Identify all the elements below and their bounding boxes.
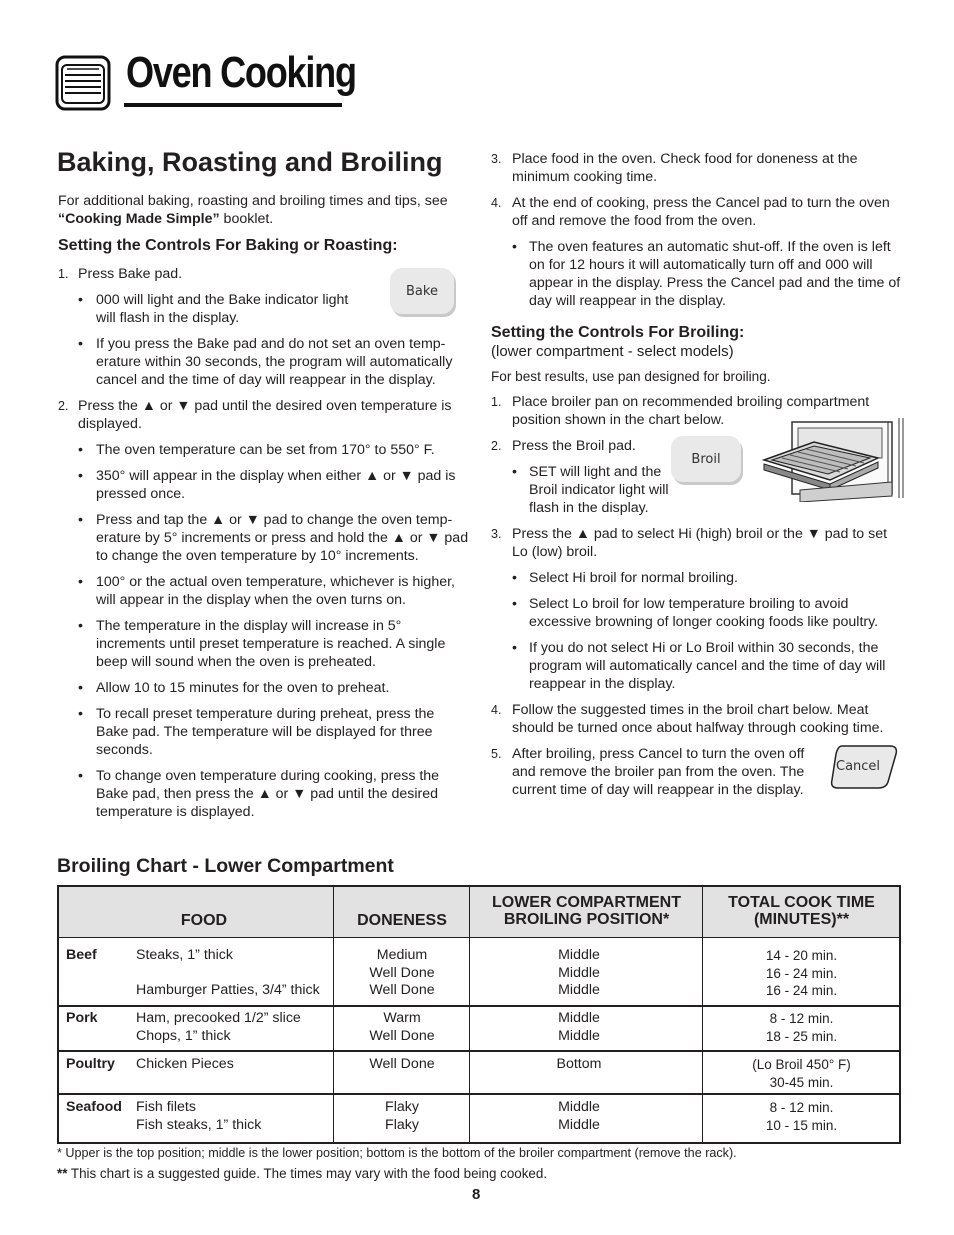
- list-item: • To change oven temperature during cooking, press the Bake pad, then press the ▲ or ▼ pad until the desired temperature is displayed.: [78, 768, 440, 820]
- list-item: • If you do not select Hi or Lo Broil within 30 seconds, the program will automatically cancel and the time of day will reappear in the display.: [512, 640, 886, 692]
- chart-title: Broiling Chart - Lower Compartment: [57, 855, 394, 877]
- table-cell-position: Middle Middle Middle: [558, 947, 600, 998]
- broiling-step-5: 5. After broiling, press Cancel to turn the oven off and remove the broiler pan from the oven. The current time of day will reappear in the display.: [491, 746, 805, 798]
- title-rule: [124, 103, 342, 107]
- table-row-category: Poultry: [66, 1056, 115, 1072]
- table-row-category: Pork: [66, 1010, 98, 1026]
- intro-text: For additional baking, roasting and broiling times and tips, see “Cooking Made Simple” booklet.: [58, 193, 448, 227]
- list-item: • The oven features an automatic shut-off. If the oven is left on for 12 hours it will automatically turn off and 000 will appear in the display. Press the Cancel pad and the time of day will reappear in the display.: [512, 239, 901, 309]
- list-item: • The oven temperature can be set from 170° to 550° F.: [78, 442, 435, 458]
- page-title: Oven Cooking: [126, 48, 356, 97]
- header-time: TOTAL COOK TIME (MINUTES)**: [728, 894, 875, 928]
- section-title: Baking, Roasting and Broiling: [57, 147, 443, 177]
- bake-pad: Bake: [390, 268, 454, 314]
- table-cell-time: 8 - 12 min. 18 - 25 min.: [765, 1011, 838, 1044]
- table-cell-doneness: Well Done: [369, 1056, 435, 1072]
- table-cell-food: Steaks, 1” thick Hamburger Patties, 3/4” thick: [136, 947, 320, 998]
- table-cell-doneness: Warm Well Done: [369, 1010, 435, 1044]
- baking-heading: Setting the Controls For Baking or Roasting:: [58, 237, 398, 254]
- list-item: • If you press the Bake pad and do not set an oven temp-erature within 30 seconds, the program will automatically cancel and the time of day will reappear in the display.: [78, 336, 453, 388]
- broiling-heading: Setting the Controls For Broiling:: [491, 324, 745, 341]
- page-number: 8: [472, 1186, 481, 1203]
- header-doneness: DONENESS: [357, 912, 447, 929]
- baking-step-4: 4. At the end of cooking, press the Cancel pad to turn the oven off and remove the food from the oven.: [491, 195, 890, 229]
- list-item: • Press and tap the ▲ or ▼ pad to change the oven temp-erature by 5° increments or press and hold the ▲ or ▼ pad to change the oven temperature by 10° increments.: [78, 512, 469, 564]
- baking-step-2: 2. Press the ▲ or ▼ pad until the desired oven temperature is displayed.: [58, 398, 452, 432]
- table-cell-food: Chicken Pieces: [136, 1056, 234, 1072]
- broiling-note: For best results, use pan designed for broiling.: [491, 369, 771, 384]
- list-item: • 100° or the actual oven temperature, whichever is higher, will appear in the display when the oven turns on.: [78, 574, 455, 608]
- list-item: • Select Lo broil for low temperature broiling to avoid excessive browning of longer cooking foods like poultry.: [512, 596, 879, 630]
- list-item: • The temperature in the display will increase in 5° increments until preset temperature is reached. A single beep will sound when the oven is preheated.: [78, 618, 446, 670]
- table-cell-food: Fish filets Fish steaks, 1” thick: [136, 1099, 262, 1133]
- broiling-step-2: 2. Press the Broil pad.: [491, 438, 636, 454]
- broiling-step-3: 3. Press the ▲ pad to select Hi (high) broil or the ▼ pad to set Lo (low) broil.: [491, 526, 888, 560]
- broiling-step-1: 1. Place broiler pan on recommended broiling compartment position shown in the chart below.: [491, 394, 870, 428]
- list-item: • Allow 10 to 15 minutes for the oven to preheat.: [78, 680, 390, 696]
- footnote-1: * Upper is the top position; middle is the lower position; bottom is the bottom of the broiler compartment (remove the rack).: [57, 1146, 737, 1160]
- broil-pad: Broil: [671, 436, 741, 482]
- table-row-category: Seafood: [66, 1099, 122, 1115]
- header-food: FOOD: [180, 912, 228, 929]
- table-cell-food: Ham, precooked 1/2” slice Chops, 1” thick: [136, 1010, 301, 1044]
- cancel-pad: Cancel: [828, 742, 900, 792]
- table-cell-time: 14 - 20 min. 16 - 24 min. 16 - 24 min.: [765, 948, 838, 998]
- list-item: • To recall preset temperature during preheat, press the Bake pad. The temperature will be displayed for three seconds.: [78, 706, 435, 758]
- table-cell-time: (Lo Broil 450° F) 30-45 min.: [752, 1057, 851, 1090]
- table-cell-position: Bottom: [556, 1056, 602, 1072]
- oven-icon: [55, 55, 111, 111]
- broiling-steps: [491, 393, 905, 799]
- broiling-subheading: (lower compartment - select models): [491, 343, 734, 360]
- baking-step-1: 1. Press Bake pad.: [58, 266, 183, 282]
- list-item: • 350° will appear in the display when either ▲ or ▼ pad is pressed once.: [78, 468, 456, 502]
- list-item: • Select Hi broil for normal broiling.: [512, 570, 738, 586]
- table-cell-position: Middle Middle: [558, 1010, 600, 1044]
- list-item: • 000 will light and the Bake indicator light will flash in the display.: [78, 292, 349, 326]
- table-cell-position: Middle Middle: [558, 1099, 600, 1133]
- table-cell-doneness: Medium Well Done Well Done: [369, 947, 435, 998]
- footnote-2: ** This chart is a suggested guide. The times may vary with the food being cooked.: [57, 1166, 548, 1181]
- broiling-step-4: 4. Follow the suggested times in the broil chart below. Meat should be turned once about halfway through cooking time.: [491, 702, 884, 736]
- table-row-category: Beef: [66, 947, 97, 963]
- table-cell-doneness: Flaky Flaky: [385, 1099, 419, 1133]
- list-item: • SET will light and the Broil indicator light will flash in the display.: [512, 464, 669, 516]
- header-position: LOWER COMPARTMENT BROILING POSITION*: [491, 894, 681, 928]
- baking-steps: [58, 265, 470, 821]
- baking-step-3: 3. Place food in the oven. Check food for doneness at the minimum cooking time.: [491, 151, 858, 185]
- table-cell-time: 8 - 12 min. 10 - 15 min.: [765, 1100, 838, 1133]
- right-steps: [491, 150, 903, 310]
- broiling-chart: [57, 885, 901, 1144]
